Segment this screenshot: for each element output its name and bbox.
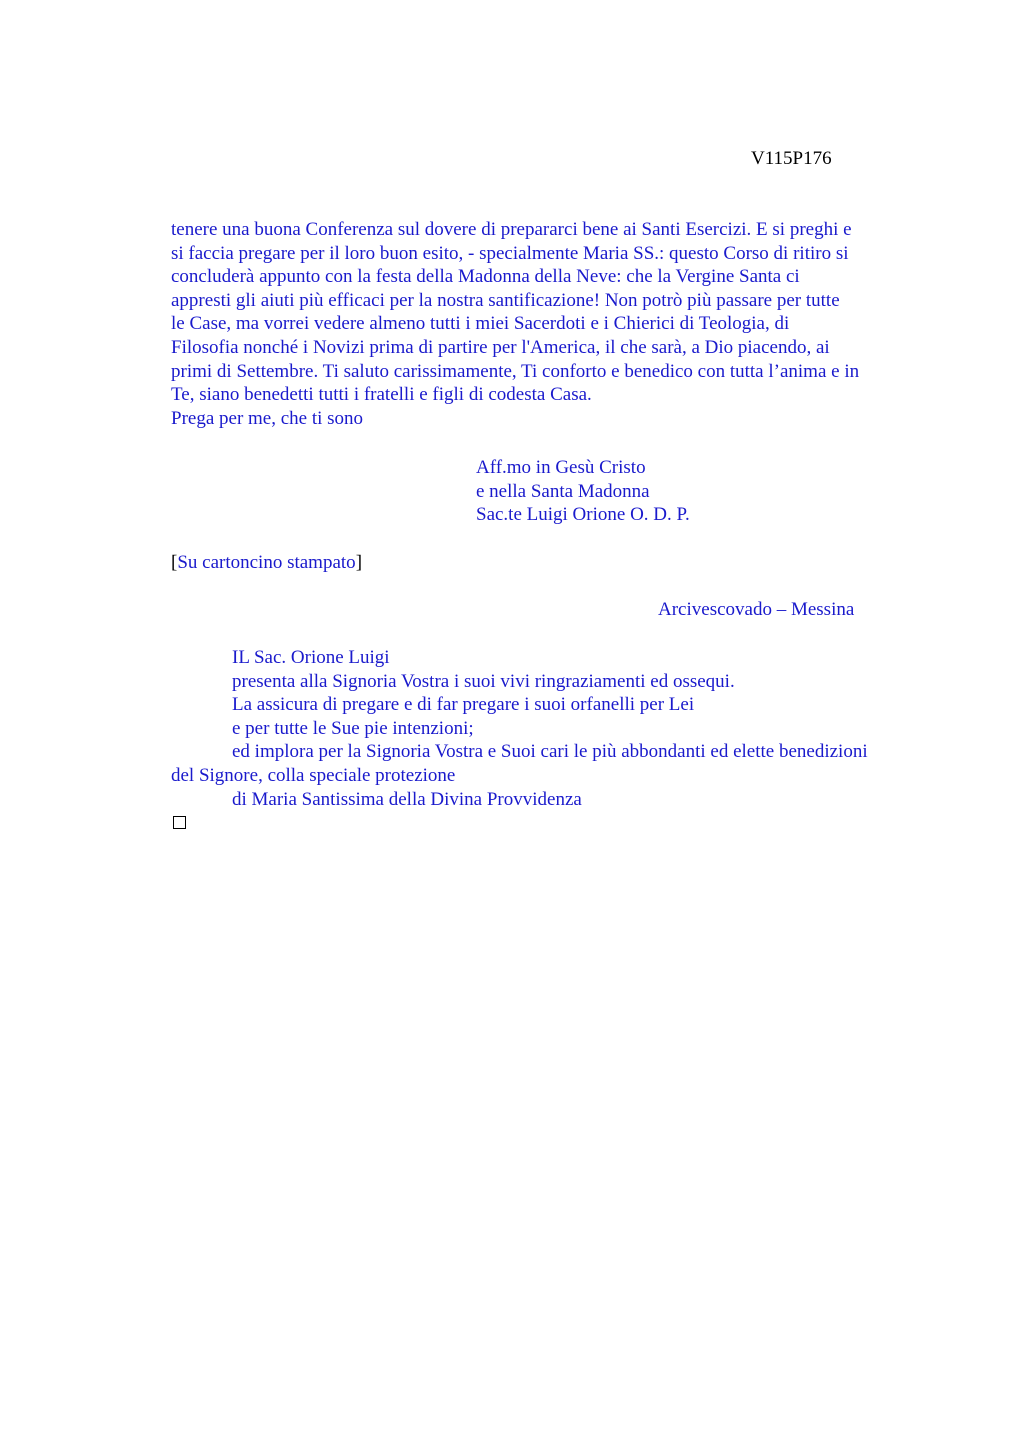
- letter-line: concluderà appunto con la festa della Madonna della Neve: che la Vergine Santa ci: [171, 266, 800, 288]
- note-text: Su cartoncino stampato: [177, 552, 356, 573]
- card-line: presenta alla Signoria Vostra i suoi vivi ringraziamenti ed ossequi.: [232, 670, 735, 692]
- letter-signature: [476, 456, 690, 527]
- letter-line: primi di Settembre. Ti saluto carissimamente, Ti conforto e benedico con tutta l’anima e in: [171, 360, 860, 382]
- card-line: del Signore, colla speciale protezione: [171, 764, 456, 786]
- letter-line: Filosofia nonché i Novizi prima di partire per l'America, il che sarà, a Dio piacendo, ai: [171, 336, 830, 358]
- card-line: di Maria Santissima della Divina Provvidenza: [232, 788, 582, 810]
- letter-line: si faccia pregare per il loro buon esito, - specialmente Maria SS.: questo Corso di ritiro si: [171, 242, 849, 264]
- editorial-note: [171, 551, 362, 575]
- card-line: e per tutte le Sue pie intenzioni;: [232, 717, 474, 739]
- card-line: IL Sac. Orione Luigi: [232, 647, 390, 668]
- note-open-bracket: [: [171, 552, 178, 573]
- page-reference-id: V115P176: [751, 148, 832, 169]
- letter-closing-line: Prega per me, che ti sono: [171, 407, 364, 429]
- end-marker-square-icon: [173, 816, 186, 829]
- letter-line: le Case, ma vorrei vedere almeno tutti i miei Sacerdoti e i Chierici di Teologia, di: [171, 313, 790, 335]
- letter-body: [171, 218, 941, 430]
- signature-line: Aff.mo in Gesù Cristo: [476, 457, 646, 478]
- card-body: [171, 646, 961, 811]
- card-line: ed implora per la Signoria Vostra e Suoi cari le più abbondanti ed elette benedizioni: [232, 741, 868, 763]
- signature-line: e nella Santa Madonna: [476, 480, 650, 502]
- note-close-bracket: ]: [355, 552, 363, 573]
- card-header: Arcivescovado – Messina: [658, 599, 855, 620]
- letter-line: appresti gli aiuti più efficaci per la nostra santificazione! Non potrò più passare per tutte: [171, 289, 840, 311]
- letter-line: Te, siano benedetti tutti i fratelli e figli di codesta Casa.: [171, 384, 592, 406]
- signature-name: Sac.te Luigi Orione O. D. P.: [476, 504, 690, 526]
- letter-line: tenere una buona Conferenza sul dovere di prepararci bene ai Santi Esercizi. E si preghi e: [171, 219, 852, 240]
- card-line: La assicura di pregare e di far pregare i suoi orfanelli per Lei: [232, 694, 695, 716]
